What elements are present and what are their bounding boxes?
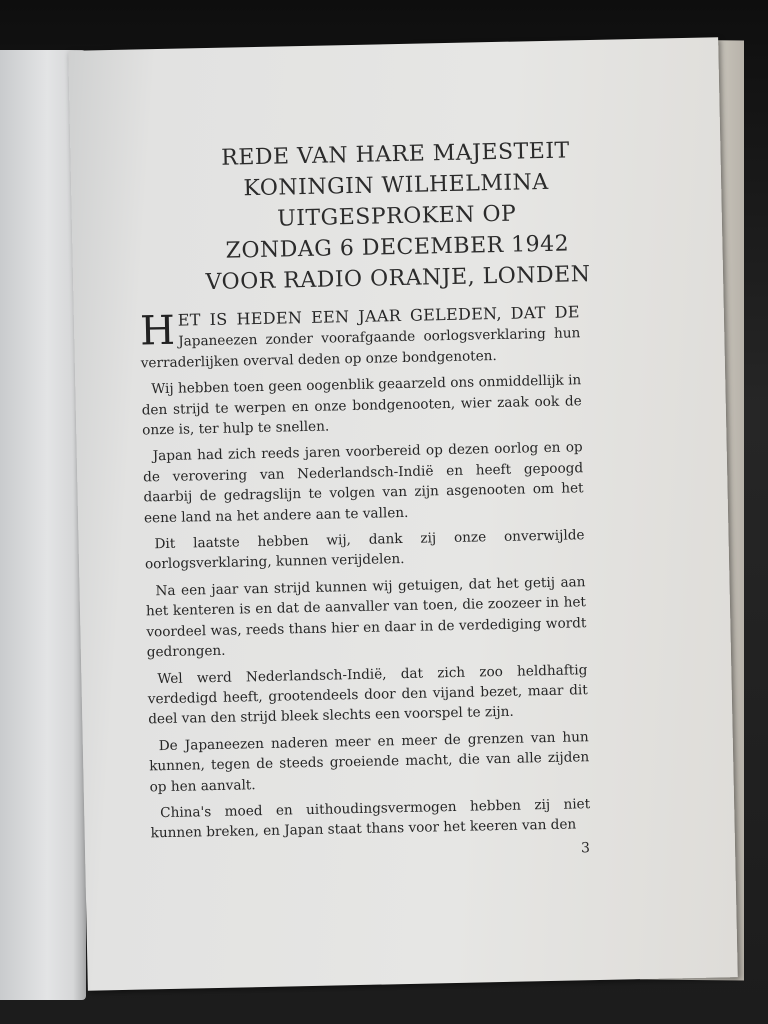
paragraph: Japan had zich reeds jaren voorbereid op dezen oorlog en op de verovering van Nederlandsch-Indië en heeft gepoogd daarbij de gedragslijn te volgen van zijn asgenooten om het eene land na het andere aan te vallen.	[143, 439, 584, 527]
title-line: KONINGIN WILHELMINA	[243, 169, 549, 202]
paragraph: De Japaneezen naderen meer en meer de grenzen van hun kunnen, tegen de steeds groeiende macht, die van alle zijden op hen aanvalt.	[149, 728, 590, 795]
book-page	[68, 37, 738, 990]
paragraph	[140, 302, 581, 373]
speech-body	[140, 302, 591, 850]
title-line: VOOR RADIO ORANJE, LONDEN	[205, 262, 591, 296]
page-number: 3	[580, 840, 591, 857]
opening-caps: ET IS HEDEN EEN JAAR GELEDEN, DAT DE	[177, 302, 581, 330]
paragraph: Dit laatste hebben wij, dank zij onze onverwijlde oorlogsverklaring, kunnen verijdelen.	[144, 527, 585, 573]
paragraph: China's moed en uithoudingsvermogen hebben zij niet kunnen breken, en Japan staat thans voor het keeren van den	[150, 796, 591, 842]
paragraph: Wel werd Nederlandsch-Indië, dat zich zoo heldhaftig verdedigd heeft, grootendeels door den vijand bezet, maar dit deel van den strijd bleek slechts een voorspel te zijn.	[147, 661, 588, 728]
drop-cap: H	[139, 307, 176, 355]
paragraph: Wij hebben toen geen oogenblik geaarzeld ons onmiddellijk in den strijd te werpen en onze bondgenooten, wier zaak ook de onze is, ter hulp te snellen.	[141, 372, 582, 439]
paragraph-text: Japaneezen zonder voorafgaande oorlogsverklaring hun verraderlijken overval deden op onze bondgenoten.	[140, 325, 581, 372]
paragraph: Na een jaar van strijd kunnen wij getuigen, dat het getij aan het kenteren is en dat de aanvaller van toen, die zoozeer in het voordeel was, reeds thans hier en daar in de verdediging wordt gedrongen.	[145, 574, 587, 661]
title-line: ZONDAG 6 DECEMBER 1942	[225, 231, 570, 264]
speech-title	[150, 134, 643, 299]
title-line: REDE VAN HARE MAJESTEIT	[220, 138, 570, 171]
title-line: UITGESPROKEN OP	[276, 201, 517, 232]
